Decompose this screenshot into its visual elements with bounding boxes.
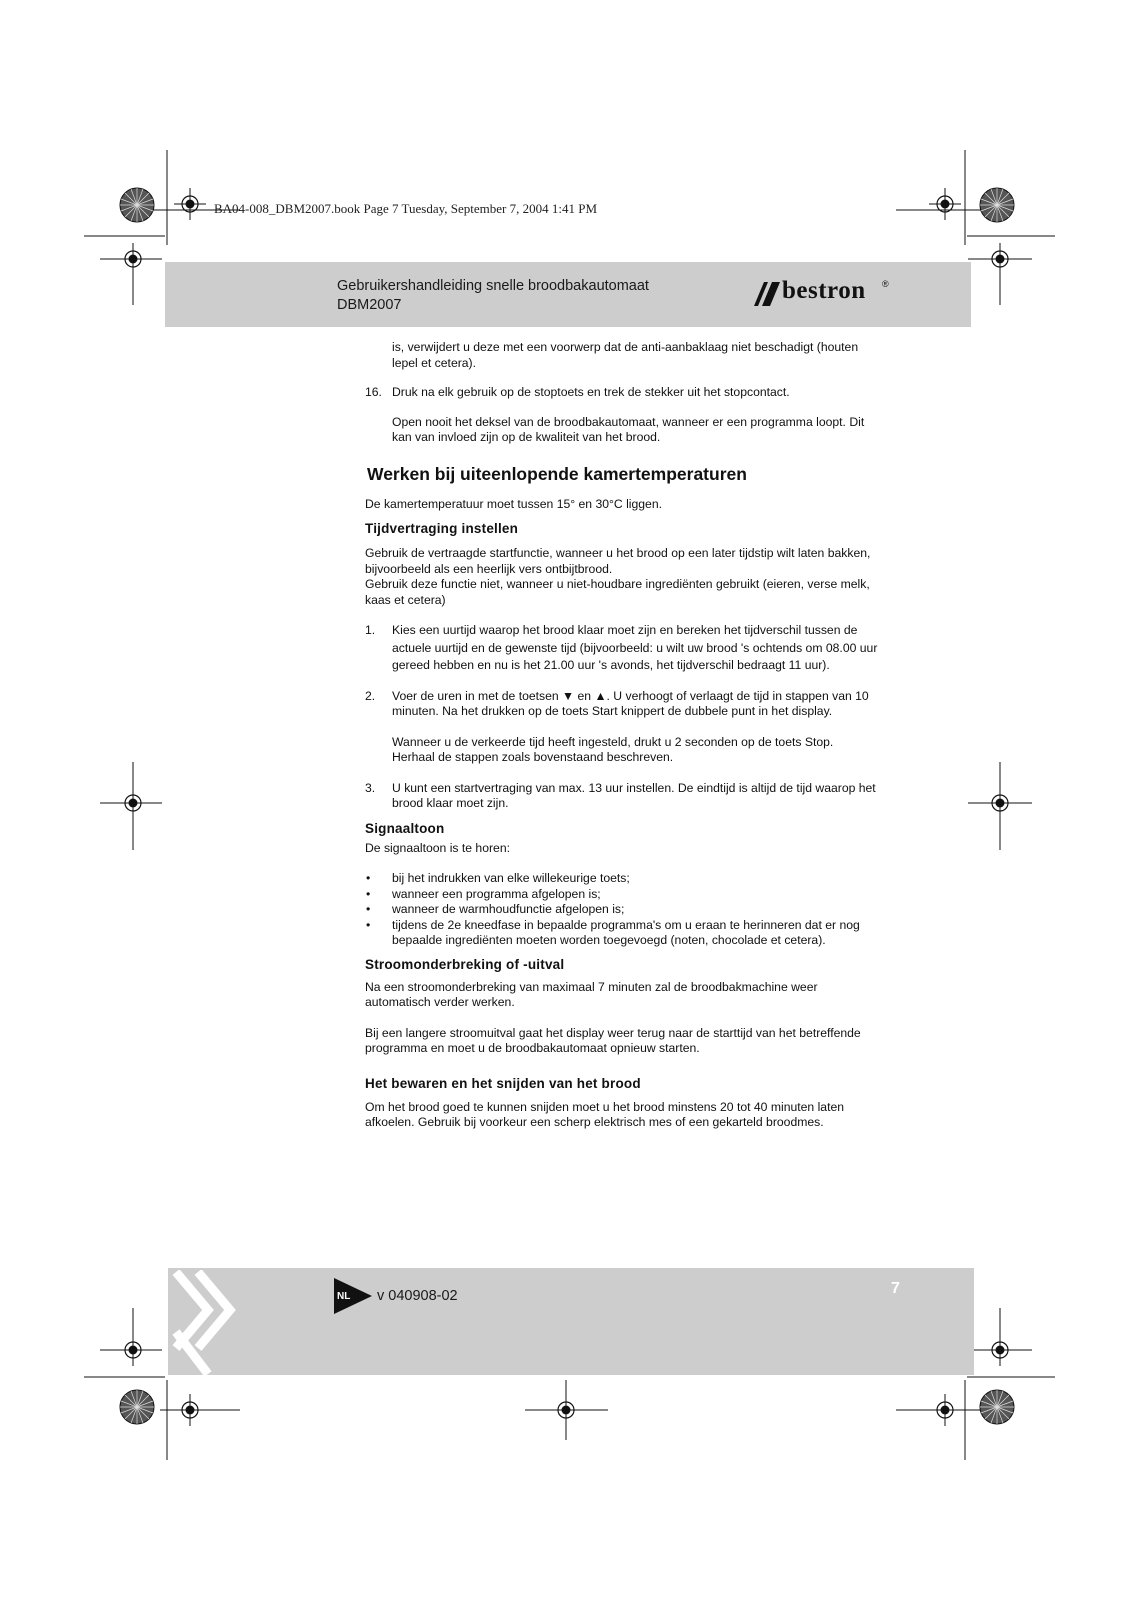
delay-step-3 xyxy=(365,781,879,812)
list-item xyxy=(365,918,879,949)
signal-heading: Signaaltoon xyxy=(365,820,445,836)
delay-step-1 xyxy=(365,622,879,675)
step-number: 1. xyxy=(365,623,376,637)
step-16 xyxy=(365,385,879,401)
delay-heading: Tijdvertraging instellen xyxy=(365,521,519,536)
bullet: • xyxy=(366,871,371,885)
language-code: NL xyxy=(337,1291,351,1302)
list-item-text: wanneer de warmhoudfunctie afgelopen is; xyxy=(392,902,625,916)
power-para-1: Na een stroomonderbreking van maximaal 7 minuten zal de broodbakmachine weer automatisch verder werken. xyxy=(365,979,818,1009)
signal-list xyxy=(365,871,879,949)
intro-continuation: is, verwijdert u deze met een voorwerp dat de anti-aanbaklaag niet beschadigt (houten lepel et cetera). xyxy=(392,340,859,370)
footer-chevrons-icon xyxy=(172,1270,250,1376)
main-content xyxy=(365,340,879,1131)
bullet: • xyxy=(366,917,371,932)
list-item-text: wanneer een programma afgelopen is; xyxy=(392,886,601,901)
logo-registered: ® xyxy=(882,279,889,289)
step-text: U kunt een startvertraging van max. 13 uur instellen. De eindtijd is altijd de tijd waarop het brood klaar moet zijn. xyxy=(392,780,876,810)
bullet: • xyxy=(366,902,371,916)
storage-heading: Het bewaren en het snijden van het brood xyxy=(365,1075,641,1091)
bullet: • xyxy=(366,886,371,901)
power-para-2: Bij een langere stroomuitval gaat het display weer terug naar de starttijd van het betreffende programma en moet u de broodbakautomaat opnieuw starten. xyxy=(365,1025,861,1055)
delay-para-1: Gebruik de vertraagde startfunctie, wanneer u het brood op een later tijdstip wilt laten bakken, bijvoorbeeld als een heerlijk vers ontbijtbrood. xyxy=(365,546,871,576)
power-heading: Stroomonderbreking of -uitval xyxy=(365,956,565,972)
print-info: BA04-008_DBM2007.book Page 7 Tuesday, September 7, 2004 1:41 PM xyxy=(214,201,598,216)
title-line-2: DBM2007 xyxy=(337,297,402,313)
list-item-text: tijdens de 2e kneedfase in bepaalde programma's om u eraan te herinneren dat er nog bepaalde ingrediënten moeten worden toegevoegd (noten, chocolade et cetera). xyxy=(392,917,860,947)
delay-para-2: Gebruik deze functie niet, wanneer u niet-houdbare ingrediënten gebruikt (eieren, verse melk, kaas et cetera) xyxy=(365,577,870,607)
step-text: Druk na elk gebruik op de stoptoets en trek de stekker uit het stopcontact. xyxy=(392,385,790,399)
list-item xyxy=(365,887,879,903)
storage-para: Om het brood goed te kunnen snijden moet u het brood minstens 20 tot 40 minuten laten afkoelen. Gebruik bij voorkeur een scherp elektrisch mes of een gekarteld broodmes. xyxy=(365,1099,845,1129)
logo-chevron-icon xyxy=(752,278,782,310)
delay-step-2-note: Wanneer u de verkeerde tijd heeft ingesteld, drukt u 2 seconden op de toets Stop. Herhaal de stappen zoals bovenstaand beschreven. xyxy=(392,734,834,764)
page-number: 7 xyxy=(891,1280,900,1297)
footer-band xyxy=(168,1268,974,1375)
step-number: 3. xyxy=(365,780,376,795)
signal-intro: De signaaltoon is te horen: xyxy=(365,840,510,855)
list-item xyxy=(365,902,879,918)
section-title: Werken bij uiteenlopende kamertemperaturen xyxy=(367,463,747,484)
step-number: 16. xyxy=(365,385,382,399)
delay-step-2 xyxy=(365,689,879,720)
list-item-text: bij het indrukken van elke willekeurige toets; xyxy=(392,871,630,885)
bestron-logo xyxy=(752,276,892,310)
step-text: Voer de uren in met de toetsen ▼ en ▲. U verhoogt of verlaagt de tijd in stappen van 10 minuten. Na het drukken op de toets Start knippert de dubbele punt in het display. xyxy=(392,688,869,718)
document-title xyxy=(337,277,649,315)
step-16-note: Open nooit het deksel van de broodbakautomaat, wanneer er een programma loopt. Dit kan van invloed zijn op de kwaliteit van het brood. xyxy=(392,414,865,444)
logo-wordmark: bestron xyxy=(782,277,866,304)
step-text: Kies een uurtijd waarop het brood klaar moet zijn en bereken het tijdverschil tussen de actuele uurtijd en de gewenste tijd (bijvoorbeeld: u wilt uw brood 's ochtends om 08.00 uur gereed hebben en nu is het 21.00 uur 's avonds, het tijdverschil bedraagt 11 uur). xyxy=(392,623,878,672)
section-text: De kamertemperatuur moet tussen 15° en 30°C liggen. xyxy=(365,496,662,511)
title-line-1: Gebruikershandleiding snelle broodbakautomaat xyxy=(337,278,649,294)
version-label: v 040908-02 xyxy=(377,1288,458,1304)
step-number: 2. xyxy=(365,688,376,703)
language-badge xyxy=(334,1278,372,1314)
list-item xyxy=(365,871,879,887)
